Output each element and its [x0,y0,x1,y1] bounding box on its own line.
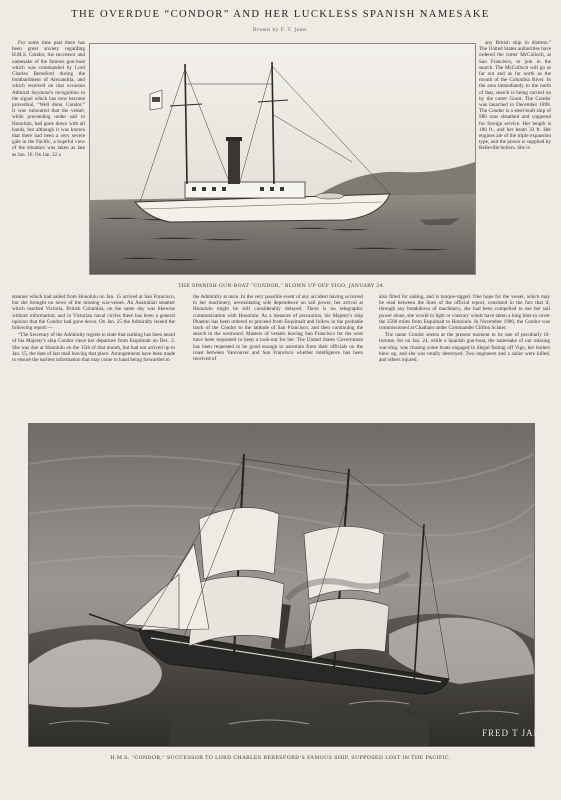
artist-credit: Drawn by F. T. Jane. [252,28,309,33]
column-1-paragraph-1: steamer which had sailed from Honolulu on Jan. 15 arrived at San Francisco, but she brought no news of the missing war-vessel. An Australian steamer which reached Victoria, British Columbia, on the same day was likewise without information; and in Victorian naval circles there has been a general opinion that the Condor had gone down. On Jan. 25 the Admiralty issued the following report:— [12,294,175,332]
article-column-3 [379,294,550,412]
artist-signature: FRED T JANE [482,728,548,738]
top-figure-caption: THE SPANISH GUN-BOAT “CONDOR,” BLOWN UP OFF VIGO, JANUARY 24. [178,284,385,289]
bottom-figure-caption: H.M.S. “CONDOR,” SUCCESSOR TO LORD CHARLES BERESFORD’S FAMOUS SHIP, SUPPOSED LOST IN THE PACIFIC. [110,755,451,761]
column-2-paragraph-1: the Admiralty at once. In the very possible event of any accident having occurred to her machinery, necessitating sole dependence on sail power, her arrival at Honolulu might be still considerably delayed. There is no telegraphic communication with Honolulu. As a measure of precaution, his Majesty's ship Phaeton has been ordered to proceed from Esquimalt and follow in the probable track of the Condor to the latitude of San Francisco, and then continuing the search to the westward. Masters of vessels leaving San Francisco for the west have been requested to keep a look-out for her. The United States Government has been requested to be good enough to ascertain from their officials on the coast between Vancouver and San Francisco whether intelligence has been received of [193,294,363,363]
hms-condor-drawing [29,424,548,746]
column-3-paragraph-2: The name Condor seems at the present moment to be one of peculiarly ill-fortune, for on Jan. 24, while a Spanish gun-boat, the namesake of our missing war-ship, was chasing some boats engaged in illegal fishing off Vigo, her boilers blew up, and she was totally destroyed. Two engineers and a sailor were killed, and others injured. [379,332,550,364]
article-right-column [479,40,551,274]
column-3-paragraph-1: also fitted for sailing, and is barque-rigged. One hope for the vessel, which may be read between the lines of the official report, consisted in the fact that if, through any breakdown of machinery, she had been compelled to use her sail power alone, she would in light or contrary winds have taken a long time to cover the 2580 miles from Esquimalt to Honolulu. In November 1900, the Condor was commissioned at Chatham under Commander Clifton Sclater. [379,294,550,332]
article-column-2 [193,294,363,412]
article-column-1 [12,294,175,412]
page-headline: THE OVERDUE “CONDOR” AND HER LUCKLESS SPANISH NAMESAKE [71,9,490,20]
left-column-text: For some time past there has been great anxiety regarding H.M.S. Condor, the successor and namesake of the famous gun-boat which was commanded by Lord Charles Beresford during the bombardment of Alexandria, and which received on that occasion Admiral Seymour's recognition in the signal which has now become proverbial, “Well done, Condor.” It was rumoured that the vessel, while proceeding under sail to Honolulu, had gone down with all hands, but although it was known that there had been a very severe gale in the Pacific, a hopeful view of the situation was taken as late as Jan. 16. On Jan. 22 a [12,40,85,158]
illustration-hms-condor [28,423,548,747]
illustration-spanish-gunboat [89,43,476,275]
right-column-text: any British ship in distress.” The United States authorities have ordered the cutter McCulloch, at San Francisco, to join in the search. The McCulloch will go as far out and as far north as the mouth of the Columbia River. In the area immediately to the north of that, search is being carried on by the cutter Grant. The Condor was launched in December 1898. The Condor is a steel-built ship of 980 tons sheathed and coppered for foreign service. Her length is 180 ft., and her beam 33 ft. Her engines are of the triple expansion type, and the power is supplied by Belleville boilers. She is [479,40,551,152]
article-left-column [12,40,85,274]
gunboat-drawing [90,44,475,274]
column-1-paragraph-2: “The Secretary of the Admiralty regrets to state that nothing has been heard of his Majesty's ship Condor since her departure from Esquimalt on Dec. 2. She was due at Honolulu on the 15th of that month, but had not arrived up to Jan. 15, the date of last mail leaving that place. Arrangements have been made to ensure the earliest information that may come to hand being forwarded to [12,332,175,364]
